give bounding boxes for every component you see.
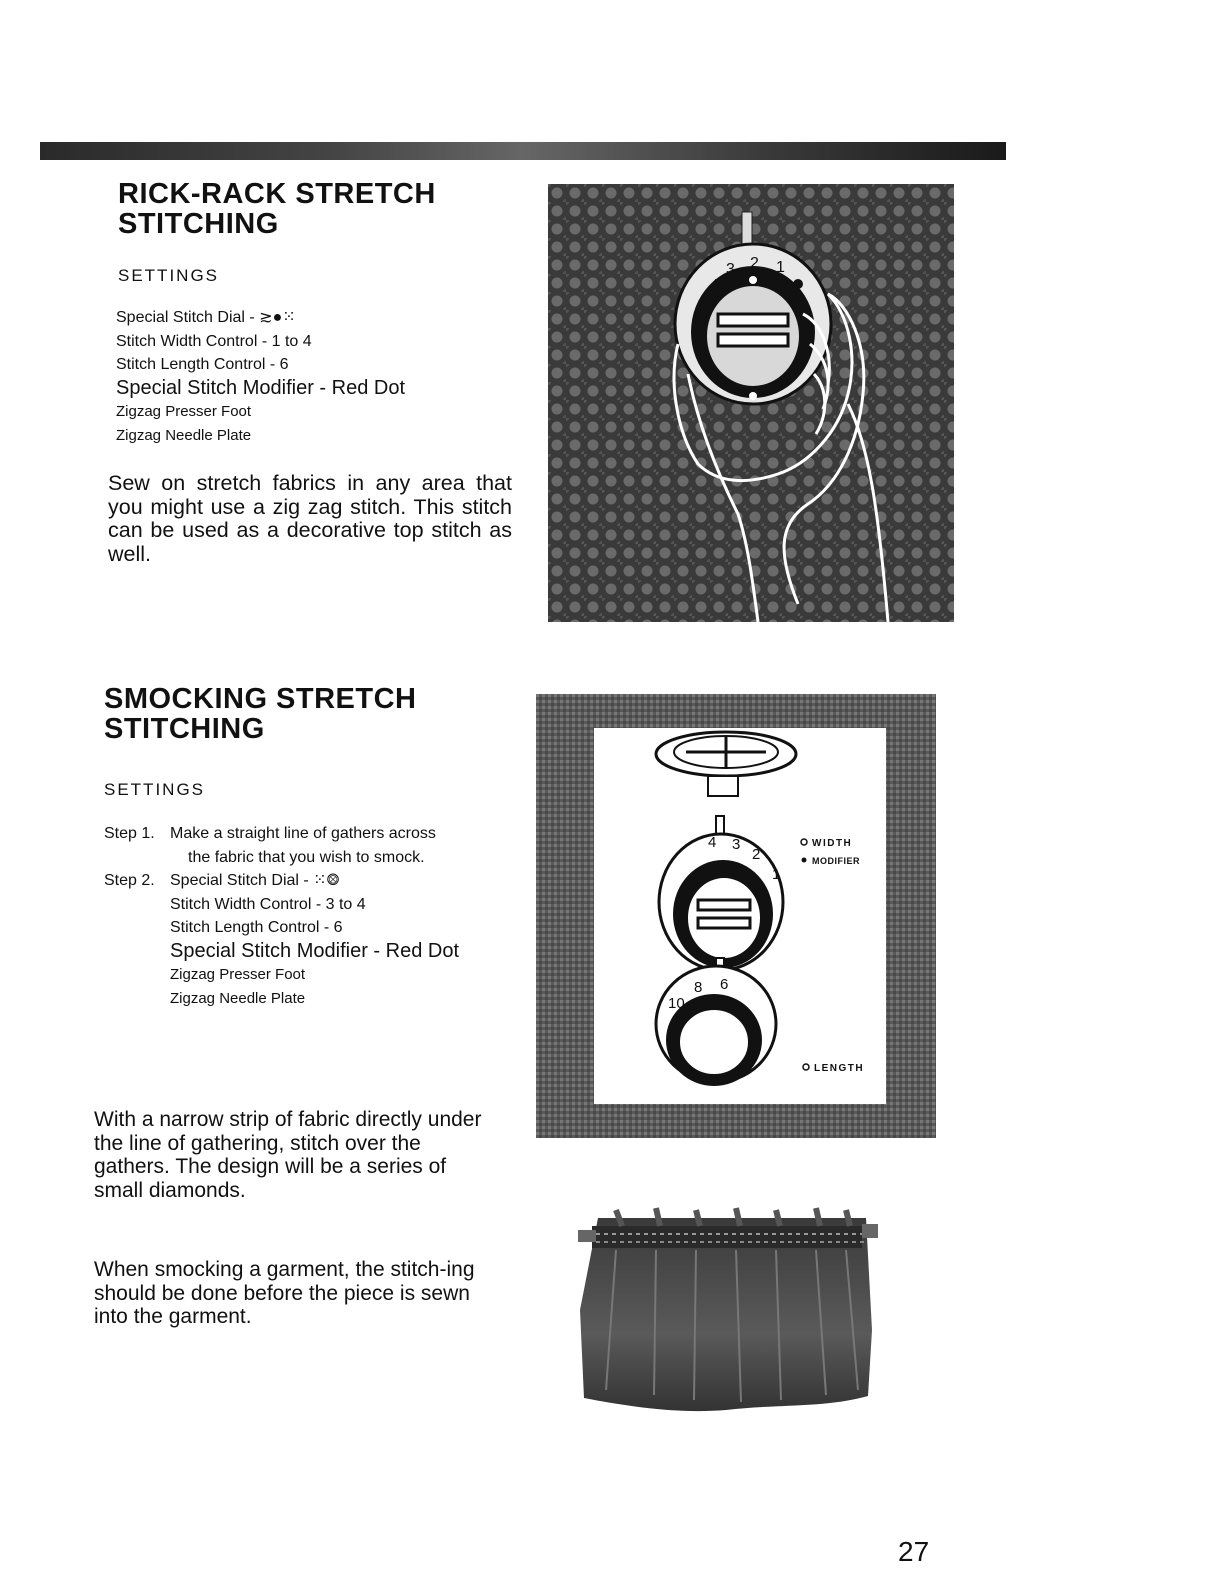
rick-rack-settings-label: SETTINGS — [118, 266, 220, 285]
length-label: LENGTH — [814, 1063, 865, 1074]
step-1-number: Step 1. — [104, 825, 155, 842]
rick-rack-heading: RICK-RACK STRETCH STITCHING — [118, 178, 436, 240]
dial-hand-photo — [548, 184, 954, 622]
dial-number-1: 1 — [776, 259, 785, 276]
width-dial-4: 4 — [708, 834, 717, 851]
step-1-line-2: the fabric that you wish to smock. — [188, 848, 425, 866]
step-2-number: Step 2. — [104, 872, 155, 889]
setting-modifier: Special Stitch Modifier - Red Dot — [116, 376, 406, 399]
modifier-label: MODIFIER — [812, 856, 860, 866]
step-2-stitch-width: Stitch Width Control - 3 to 4 — [170, 895, 366, 913]
dials-diagram-photo — [536, 694, 936, 1138]
smocking-settings-label: SETTINGS — [104, 780, 206, 799]
dial-number-3: 3 — [726, 261, 735, 278]
top-rule — [40, 142, 1006, 160]
setting-stitch-length: Stitch Length Control - 6 — [116, 356, 289, 373]
smocking-heading: SMOCKING STRETCH STITCHING — [104, 683, 417, 745]
step-2-needle-plate: Zigzag Needle Plate — [170, 989, 306, 1007]
length-dial-6: 6 — [720, 976, 729, 993]
smocked-fabric-photo — [576, 1190, 886, 1426]
setting-stitch-width: Stitch Width Control - 1 to 4 — [116, 332, 312, 350]
setting-needle-plate: Zigzag Needle Plate — [116, 426, 252, 444]
smocking-paragraph-1: With a narrow strip of fabric directly under the line of gathering, stitch over the gathers. The design will be a series of small diamonds. — [94, 1108, 482, 1202]
width-dial-2: 2 — [752, 846, 761, 863]
step-1-line-1: Make a straight line of gathers across — [170, 825, 436, 842]
length-dial-8: 8 — [694, 979, 703, 996]
smocking-steps — [104, 822, 459, 1010]
step-2-special-stitch-dial: Special Stitch Dial - ⁙⨷ — [170, 872, 340, 889]
smocking-paragraph-2: When smocking a garment, the stitch-ing should be done before the piece is sewn into the garment. — [94, 1258, 475, 1328]
rick-rack-settings-list — [116, 306, 405, 447]
page-number: 27 — [898, 1536, 930, 1567]
step-2-presser-foot: Zigzag Presser Foot — [170, 966, 306, 983]
setting-presser-foot: Zigzag Presser Foot — [116, 403, 252, 420]
width-label: WIDTH — [812, 838, 853, 849]
dial-number-4: 4 — [710, 277, 719, 294]
step-1 — [104, 822, 459, 846]
setting-special-stitch-dial: Special Stitch Dial - ≳●⁙ — [116, 309, 296, 326]
width-dial-3: 3 — [732, 836, 741, 853]
width-dial-1: 1 — [772, 866, 781, 883]
dial-number-2: 2 — [750, 255, 759, 272]
rick-rack-description: Sew on stretch fabrics in any area that you might use a zig zag stitch. This stitch can be used as a decorative top stitch as well. — [108, 471, 512, 566]
length-dial-10: 10 — [668, 995, 685, 1012]
step-2-stitch-length: Stitch Length Control - 6 — [170, 919, 343, 936]
step-2-modifier: Special Stitch Modifier - Red Dot — [170, 939, 460, 962]
step-2 — [104, 869, 459, 893]
